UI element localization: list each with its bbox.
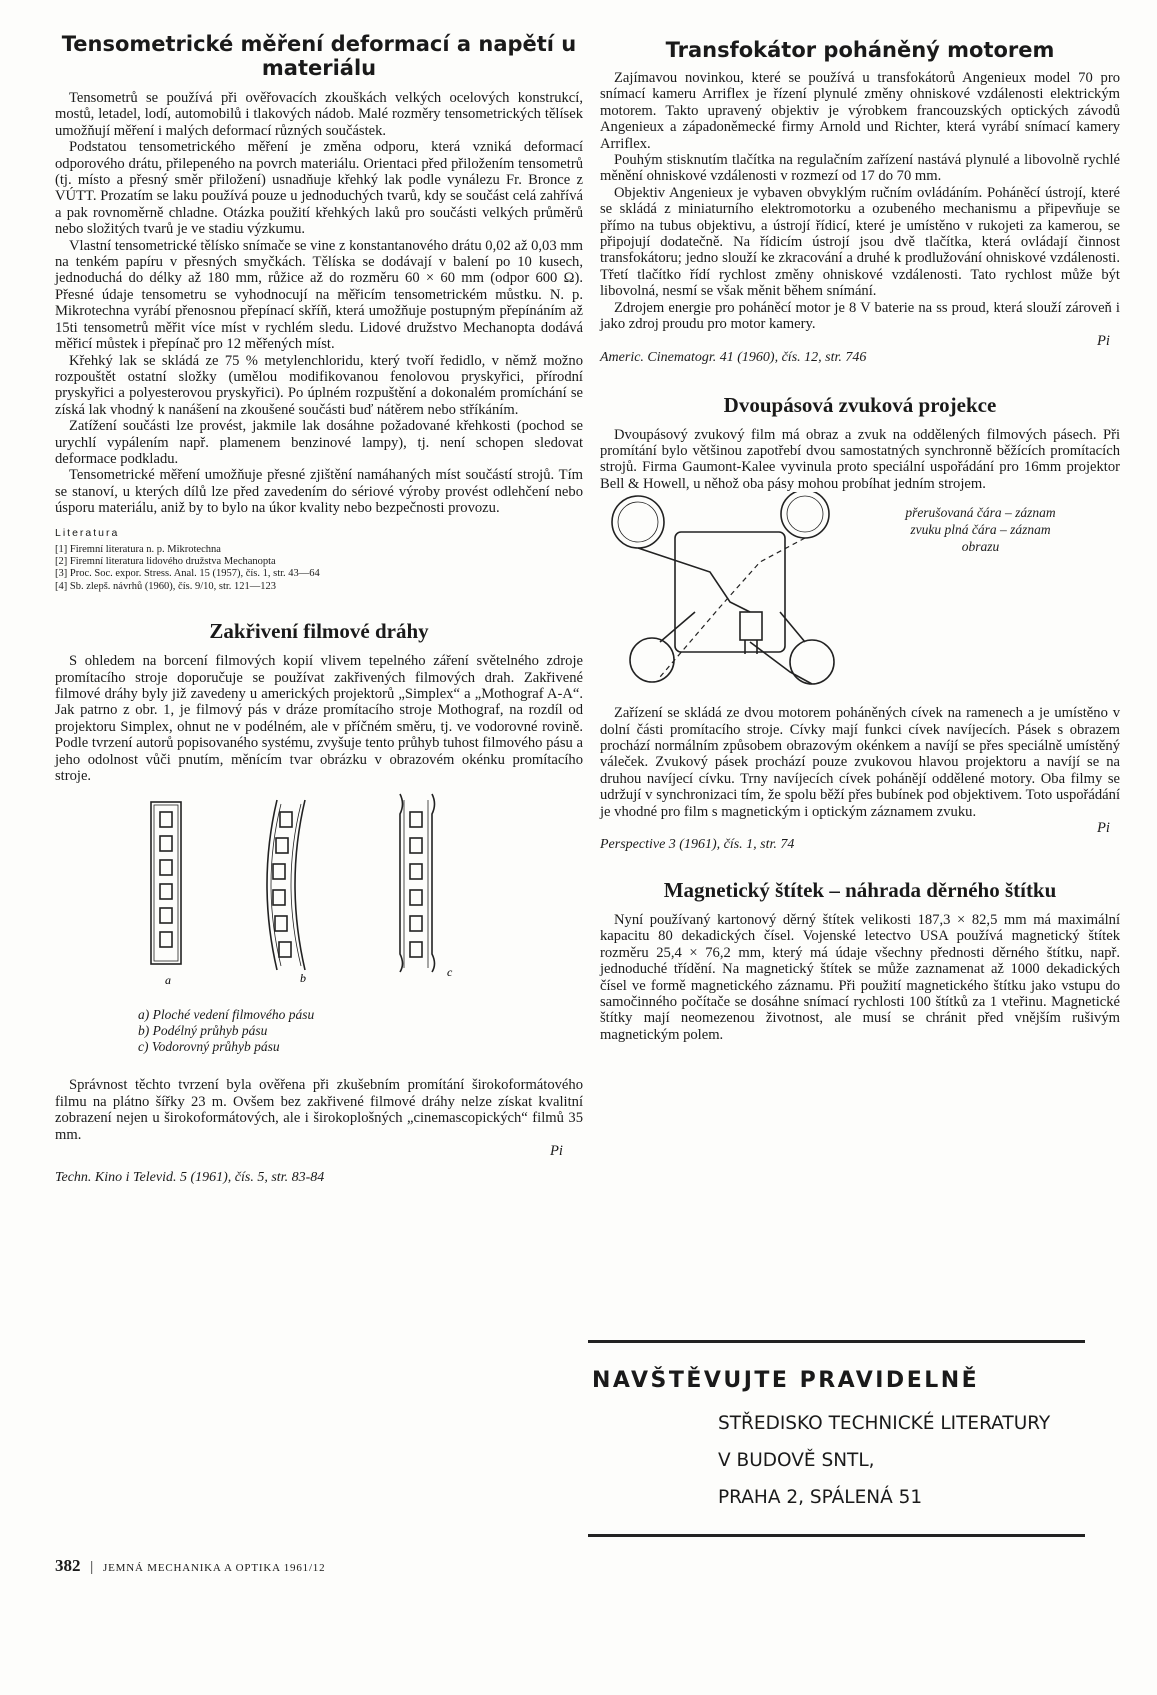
source-reference: Techn. Kino i Televid. 5 (1961), čís. 5, str. 83-84 <box>55 1170 325 1186</box>
film-strip-transverse-bend <box>400 794 435 972</box>
film-path-figure <box>55 784 583 994</box>
paragraph: Křehký lak se skládá ze 75 % metylenchloridu, který tvoří ředidlo, v němž možno rozpouštět ostatní složky (umělou modifikovanou fenolovou pryskyřici, přírodní pryskyřici a polyesterovou pryskyřici). Po úplném rozpuštění a dokonalém promíchání se získá lak vhodný k nanášení na zkoušené součásti buď nátěrem nebo stříkáním. <box>55 352 583 418</box>
paragraph: Nyní používaný kartonový děrný štítek velikosti 187,3 × 82,5 mm má maximální kapacitu 80 dekadických čísel. Vojenské letectvo USA používá magnetický štítek rozměru 25,4 × 76,2 mm, který má údaje všechny přednosti děrného štítku, např. jednoduché třídění. Na magnetický štítek se může zaznamenat až 1000 dekadických čísel ve formě magnetického záznamu. Při použití magnetického štítku jako vstupu do samočinného počítače se dosáhne snímací rychlosti 100 štítků za 1 vteřinu. Magnetické štítky mají neomezenou životnost, ale musí se chránit před vnějším rušivým magnetickým polem. <box>600 911 1120 1043</box>
film-strip-longitudinal-bend <box>267 800 305 970</box>
publication-name: JEMNÁ MECHANIKA A OPTIKA 1961/12 <box>103 1562 326 1574</box>
caption-line: a) Ploché vedení filmového pásu <box>138 1007 315 1023</box>
paragraph: S ohledem na borcení filmových kopií vlivem tepelného záření světelného zdroje promítacího stroje doporučuje se používat zakřivených filmových drah. Zakřivené filmové dráhy byly již zavedeny u amerických projektorů „Simplex“ a „Mothograf A-A“. Jak patrno z obr. 1, je filmový pás v dráze promítacího stroje Mothograf, na rozdíl od projektoru Simplex, ohnut ne v podélném, ale v příčném směru, tj. ve vodorovné rovině. Podle tvrzení autorů popisovaného systému, zvyšuje tento průhyb tuhost filmového pásu a jeho odolnost vůči pnutím, měnícím tvar obrázku v obrazovém okénku promítacího stroje. <box>55 653 583 785</box>
ad-line: V BUDOVĚ SNTL, <box>718 1450 875 1471</box>
ad-top-rule <box>588 1340 1085 1343</box>
ad-bottom-rule <box>588 1534 1085 1537</box>
author-signature: Pi <box>550 1143 563 1160</box>
article-title-film-path: Zakřivení filmové dráhy <box>209 619 429 644</box>
source-reference: Perspective 3 (1961), čís. 1, str. 74 <box>600 836 795 852</box>
legend-line: obrazu <box>961 539 1000 555</box>
caption-line: b) Podélný průhyb pásu <box>138 1023 268 1039</box>
article-title-magnetic-card: Magnetický štítek – náhrada děrného štítku <box>663 877 1057 902</box>
literature-heading: Literatura <box>55 526 120 539</box>
legend-line: přerušovaná čára – záznam <box>905 505 1056 521</box>
paragraph: Dvoupásový zvukový film má obraz a zvuk na oddělených filmových pásech. Při promítání bylo většinou zapotřebí dvou samostatných synchronně běžících promítacích strojů. Firma Gaumont-Kalee vyvinula proto speciální uspořádání pro 16mm projektor Bell & Howell, u něhož oba pásy mohou probíhat jedním strojem. <box>600 426 1120 492</box>
article-title-two-band: Dvoupásová zvuková projekce <box>723 392 997 417</box>
author-signature: Pi <box>1097 819 1110 836</box>
author-signature: Pi <box>1097 332 1110 349</box>
figure-label-b: b <box>300 971 306 986</box>
paragraph: Zatížení součásti lze provést, jakmile lak dosáhne požadované křehkosti (pochod se urychlí vypálením např. plamenem benzinové lampy), tj. není schopen sledovat deformace podkladu. <box>55 418 583 467</box>
literature-list <box>55 544 583 594</box>
caption-line: c) Vodorovný průhyb pásu <box>138 1039 280 1055</box>
film-strip-flat <box>151 802 181 964</box>
figure-legend <box>848 504 1113 555</box>
ad-headline: NAVŠTĚVUJTE PRAVIDELNĚ <box>592 1368 980 1393</box>
figure-label-a: a <box>165 973 171 988</box>
paragraph: Tensometrů se používá při ověřovacích zkouškách velkých ocelových konstrukcí, mostů, letadel, lodí, automobilů i tlakových nádob. Malé rozměry tensometrických tělísek umožňují měření i malých deformací různých součástek. <box>55 90 583 139</box>
paragraph: Objektiv Angenieux je vybaven obvyklým ručním ovládáním. Poháněcí ústrojí, které se skládá z miniaturního elektromotorku a ozubeného mechanismu a připevňuje se přímo na tubus objektivu, a ústrojí řídicí, které je umístěno v rukojeti za kamerou, se připojují dodatečně. Na řídicím ústrojí jsou dvě tlačítka, která ovládají činnost transfokátoru; jedno slouží ke zkracování a druhé k prodlužování ohniskové vzdálenosti. Třetí tlačítko řídí rychlost změny ohniskové vzdálenosti. Tato rychlost může být libovolná, nesmí se však měnit během snímání. <box>600 184 1120 300</box>
projector-diagram <box>600 492 840 697</box>
literature-item: [1] Firemní literatura n. p. Mikrotechna <box>55 543 221 555</box>
paragraph: Podstatou tensometrického měření je změna odporu, která vzniká deformací odporového drátu, přilepeného na povrch materiálu. Orientaci před přiložením tensometrů (tj. místo a přesný směr přiložení) usnadňuje křehký lak podle vynálezu Fr. Bronce z VÚTT. Prozatím se laku používá pouze u jednoduchých tvarů, kdy se součást celá zahřívá a pak rovnoměrně chladne. Otázka použití křehkých laků pro součásti velkých průměrů nebo složitých tvarů je ve stadiu výzkumu. <box>55 139 583 238</box>
literature-item: [2] Firemní literatura lidového družstva Mechanopta <box>55 555 276 567</box>
paragraph: Zdrojem energie pro poháněcí motor je 8 V baterie na ss proud, která slouží zároveň i jako zdroj proudu pro motor kamery. <box>600 299 1120 333</box>
literature-item: [3] Proc. Soc. expor. Stress. Anal. 15 (1957), čís. 1, str. 43—64 <box>55 568 320 580</box>
article-title-tensometry: Tensometrické měření deformací a napětí u materiálu <box>61 32 577 80</box>
paragraph: Pouhým stisknutím tlačítka na regulačním zařízení nastává plynulé a libovolně rychlé měnění ohniskové vzdálenosti v rozmezí od 17 do 70 mm. <box>600 152 1120 185</box>
paragraph: Správnost těchto tvrzení byla ověřena při zkušebním promítání širokoformátového filmu na plátno šířky 23 m. Ovšem bez zakřivené filmové dráhy nelze získat kvalitní zobrazení nejen u širokoformátových, ale i širokoplošných „cinemascopických“ filmů 35 mm. <box>55 1077 583 1143</box>
ad-line: STŘEDISKO TECHNICKÉ LITERATURY <box>718 1413 1051 1434</box>
source-reference: Americ. Cinematogr. 41 (1960), čís. 12, str. 746 <box>600 349 867 365</box>
article-title-zoom: Transfokátor poháněný motorem <box>665 38 1055 62</box>
left-column <box>55 32 583 1187</box>
paragraph: Zajímavou novinkou, které se používá u transfokátorů Angenieux model 70 pro snímací kameru Arriflex je řízení plynulé změny ohniskové vzdálenosti elektrickým motorem. Takto upravený objektiv je výrobkem francouzských optických závodů Angenieux a západoněmecké firmy Arnold und Richter, která vyrábí snímací kamery Arriflex. <box>600 70 1120 152</box>
legend-line: zvuku plná čára – záznam <box>910 522 1051 538</box>
ad-line: PRAHA 2, SPÁLENÁ 51 <box>718 1487 923 1508</box>
page-number: 382 <box>55 1556 81 1575</box>
right-column <box>600 38 1120 1043</box>
paragraph: Vlastní tensometrické tělísko snímače se vine z konstantanového drátu 0,02 až 0,03 mm na tenkém papíru v přesných smyčkách. Tělíska se dodávají v balení po 10 kusech, jednoduchá do délky až 180 mm, růžice až do rozměru 60 × 60 mm (odpor 600 Ω). Přesné údaje tensometru se vyhodnocují na měřicím tensometrickém můstku. N. p. Mikrotechna vyrábí přenosnou přepínací skříň, která umožňuje postupným přepínáním až 15ti tensometrů měřit více míst v rychlém sledu. Lidové družstvo Mechanopta dodává měřicí můstek i přepínač pro 12 měřených míst. <box>55 237 583 353</box>
page-footer <box>55 1556 325 1576</box>
paragraph: Tensometrické měření umožňuje přesné zjištění namáhaných míst součástí strojů. Tím se stanoví, u kterých dílů lze před zavedením do sériové výroby provést odlehčení nebo úsporu materiálu, aniž by to bylo na úkor kvality nebo bezpečnosti provozu. <box>55 467 583 517</box>
figure-caption <box>55 1007 583 1055</box>
literature-item: [4] Sb. zlepš. návrhů (1960), čís. 9/10, str. 121—123 <box>55 580 277 592</box>
projector-figure <box>600 492 1120 697</box>
paragraph: Zařízení se skládá ze dvou motorem poháněných cívek na ramenech a je umístěno v dolní části promítacího stroje. Cívky mají funkci cívek navíjecích. Pásek s obrazem prochází normálním způsobem obrazovým okénkem a navíjí se přes speciálně umístěný váleček. Zvukový pásek prochází pouze zvukovou hlavou projektoru a navíjí se na druhou navíjecí cívku. Trny navíjecích cívek pohánějí oddělené motory. Oba filmy se udržují v synchronizaci tím, že spolu běží přes bubínek pod objektivem. Toto uspořádání je vhodné pro film s magnetickým i optickým záznamem zvuku. <box>600 705 1120 820</box>
footer-separator: | <box>90 1559 94 1575</box>
figure-label-c: c <box>447 965 453 980</box>
